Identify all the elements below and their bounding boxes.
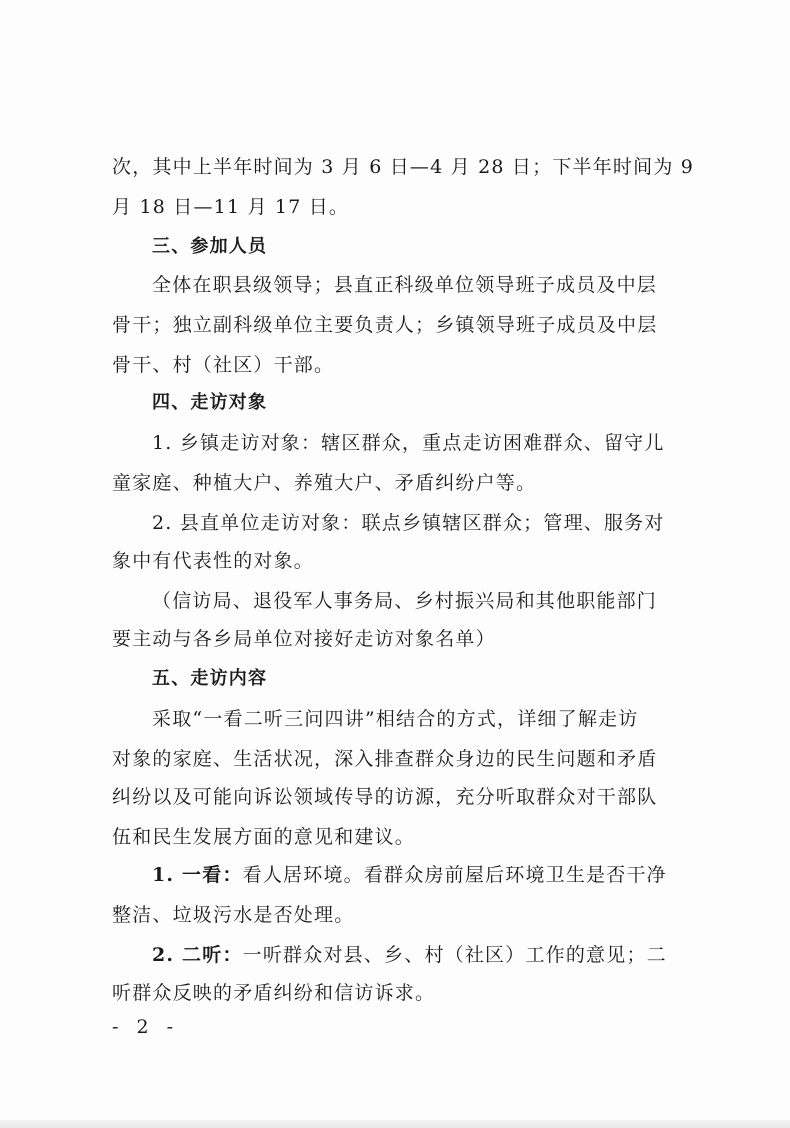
item-label: 1. 一看： [152,864,243,886]
paragraph-line: 伍和民生发展方面的意见和建议。 [112,826,416,848]
paragraph-line: 要主动与各乡局单位对接好走访对象名单） [112,628,496,650]
paragraph-line [152,940,682,970]
paragraph-line: 2. 县直单位走访对象：联点乡镇辖区群众；管理、服务对 [152,512,665,534]
paragraph-line: 全体在职县级领导；县直正科级单位领导班子成员及中层 [152,274,658,296]
section-heading: 五、走访内容 [152,668,268,689]
paragraph-line: 对象的家庭、生活状况，深入排查群众身边的民生问题和矛盾 [112,748,658,770]
paragraph-line: 骨干、村（社区）干部。 [112,354,335,376]
paragraph-line: 听群众反映的矛盾纠纷和信访诉求。 [112,982,436,1004]
page-edge [0,1120,790,1128]
item-label: 2. 二听： [152,944,243,966]
section-heading: 四、走访对象 [152,392,268,413]
paragraph-line: 1. 乡镇走访对象：辖区群众，重点走访困难群众、留守儿 [152,432,665,454]
paragraph-line [152,860,682,890]
item-text: 看人居环境。看群众房前屋后环境卫生是否干净 [242,864,667,886]
paragraph-line: 骨干；独立副科级单位主要负责人；乡镇领导班子成员及中层 [112,314,658,336]
section-heading: 三、参加人员 [152,236,268,257]
paragraph-line: 月 18 日—11 月 17 日。 [112,196,350,218]
paragraph-line: 童家庭、种植大户、养殖大户、矛盾纠纷户等。 [112,472,537,494]
paragraph-line: 象中有代表性的对象。 [112,550,315,572]
paragraph-line: 次，其中上半年时间为 3 月 6 日—4 月 28 日；下半年时间为 9 [112,156,695,178]
paragraph-line: （信访局、退役军人事务局、乡村振兴局和其他职能部门 [152,590,658,612]
paragraph-line: 整洁、垃圾污水是否处理。 [112,904,355,926]
paragraph-line: 纠纷以及可能向诉讼领域传导的访源，充分听取群众对干部队 [112,786,658,808]
page-number: - 2 - [112,1016,180,1038]
paragraph-line: 采取“一看二听三问四讲”相结合的方式，详细了解走访 [152,708,639,730]
item-text: 一听群众对县、乡、村（社区）工作的意见；二 [242,944,667,966]
